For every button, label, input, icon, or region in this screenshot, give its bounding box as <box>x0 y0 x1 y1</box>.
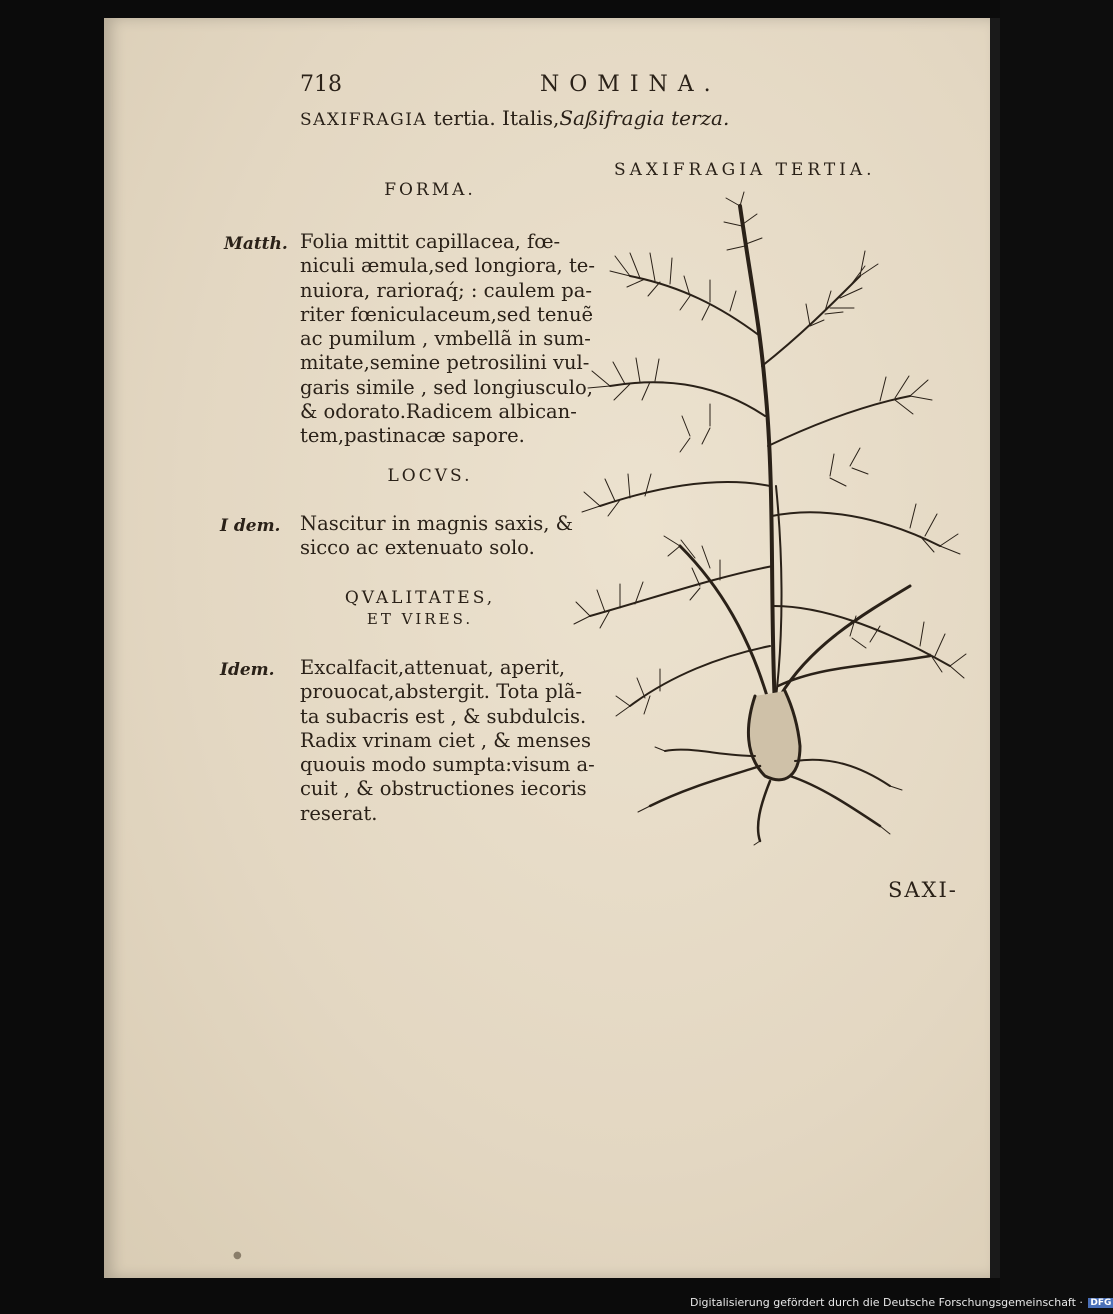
section-heading-vires: ET VIRES. <box>366 610 474 628</box>
text-line: ta subacris est , & subdulcis. <box>300 704 587 728</box>
text-line: prouocat,abstergit. Tota plã- <box>300 680 583 704</box>
section-heading-forma: FORMA. <box>384 180 476 200</box>
section-heading-locus: LOCVS. <box>387 466 473 486</box>
text-line: reserat. <box>300 801 378 825</box>
text-line: Radix vrinam ciet , & menses <box>300 728 591 752</box>
text-line: ac pumilum , vmbellã in sum- <box>300 327 591 351</box>
plant-name-smallcaps: SAXIFRAGIA <box>300 110 428 130</box>
bottom-ink-mark: ● <box>233 1250 242 1261</box>
margin-ref-idem: I dem. <box>220 516 281 536</box>
text-line: quouis modo sumpta:visum a- <box>300 753 595 777</box>
plant-name-rest: tertia. Italis, <box>427 106 560 130</box>
text-line: nuiora, rarioraq́; : caulem pa- <box>300 278 592 302</box>
qualitates-paragraph <box>300 656 595 826</box>
credit-text: Digitalisierung gefördert durch die Deutsche Forschungsgemeinschaft · <box>690 1296 1083 1309</box>
running-title: NOMINA. <box>540 72 721 97</box>
catchword: SAXI- <box>888 878 958 902</box>
margin-ref-matth: Matth. <box>224 234 288 254</box>
text-line: Folia mittit capillacea, fœ- <box>300 230 561 253</box>
text-line: cuit , & obstructiones iecoris <box>300 777 587 801</box>
digitization-credit <box>690 1296 1113 1309</box>
plant-woodcut-illustration <box>570 186 970 846</box>
dfg-logo: DFG <box>1090 1298 1112 1308</box>
text-line: garis simile , sed longiusculo, <box>300 375 593 399</box>
text-line: tem,pastinacæ sapore. <box>300 424 525 448</box>
text-line: Excalfacit,attenuat, aperit, <box>300 656 566 679</box>
margin-ref-idem: Idem. <box>220 660 275 680</box>
page-edge-shadow <box>990 18 1000 1278</box>
figure-caption: SAXIFRAGIA TERTIA. <box>614 160 876 180</box>
text-line: riter fœniculaceum,sed tenuẽ <box>300 302 594 326</box>
text-line: niculi æmula,sed longiora, te- <box>300 254 595 278</box>
text-line: Nascitur in magnis saxis, & <box>300 512 573 535</box>
section-heading-qualitates: QVALITATES, <box>344 588 496 608</box>
italian-name: Saßifragia terza. <box>559 106 730 130</box>
page-number: 718 <box>300 72 342 97</box>
text-line: mitate,semine petrosilini vul- <box>300 351 590 375</box>
plant-name-line <box>300 106 729 130</box>
text-line: sicco ac extenuato solo. <box>300 536 535 560</box>
text-line: & odorato.Radicem albican- <box>300 400 577 424</box>
forma-paragraph <box>300 230 595 449</box>
locus-paragraph <box>300 512 573 561</box>
